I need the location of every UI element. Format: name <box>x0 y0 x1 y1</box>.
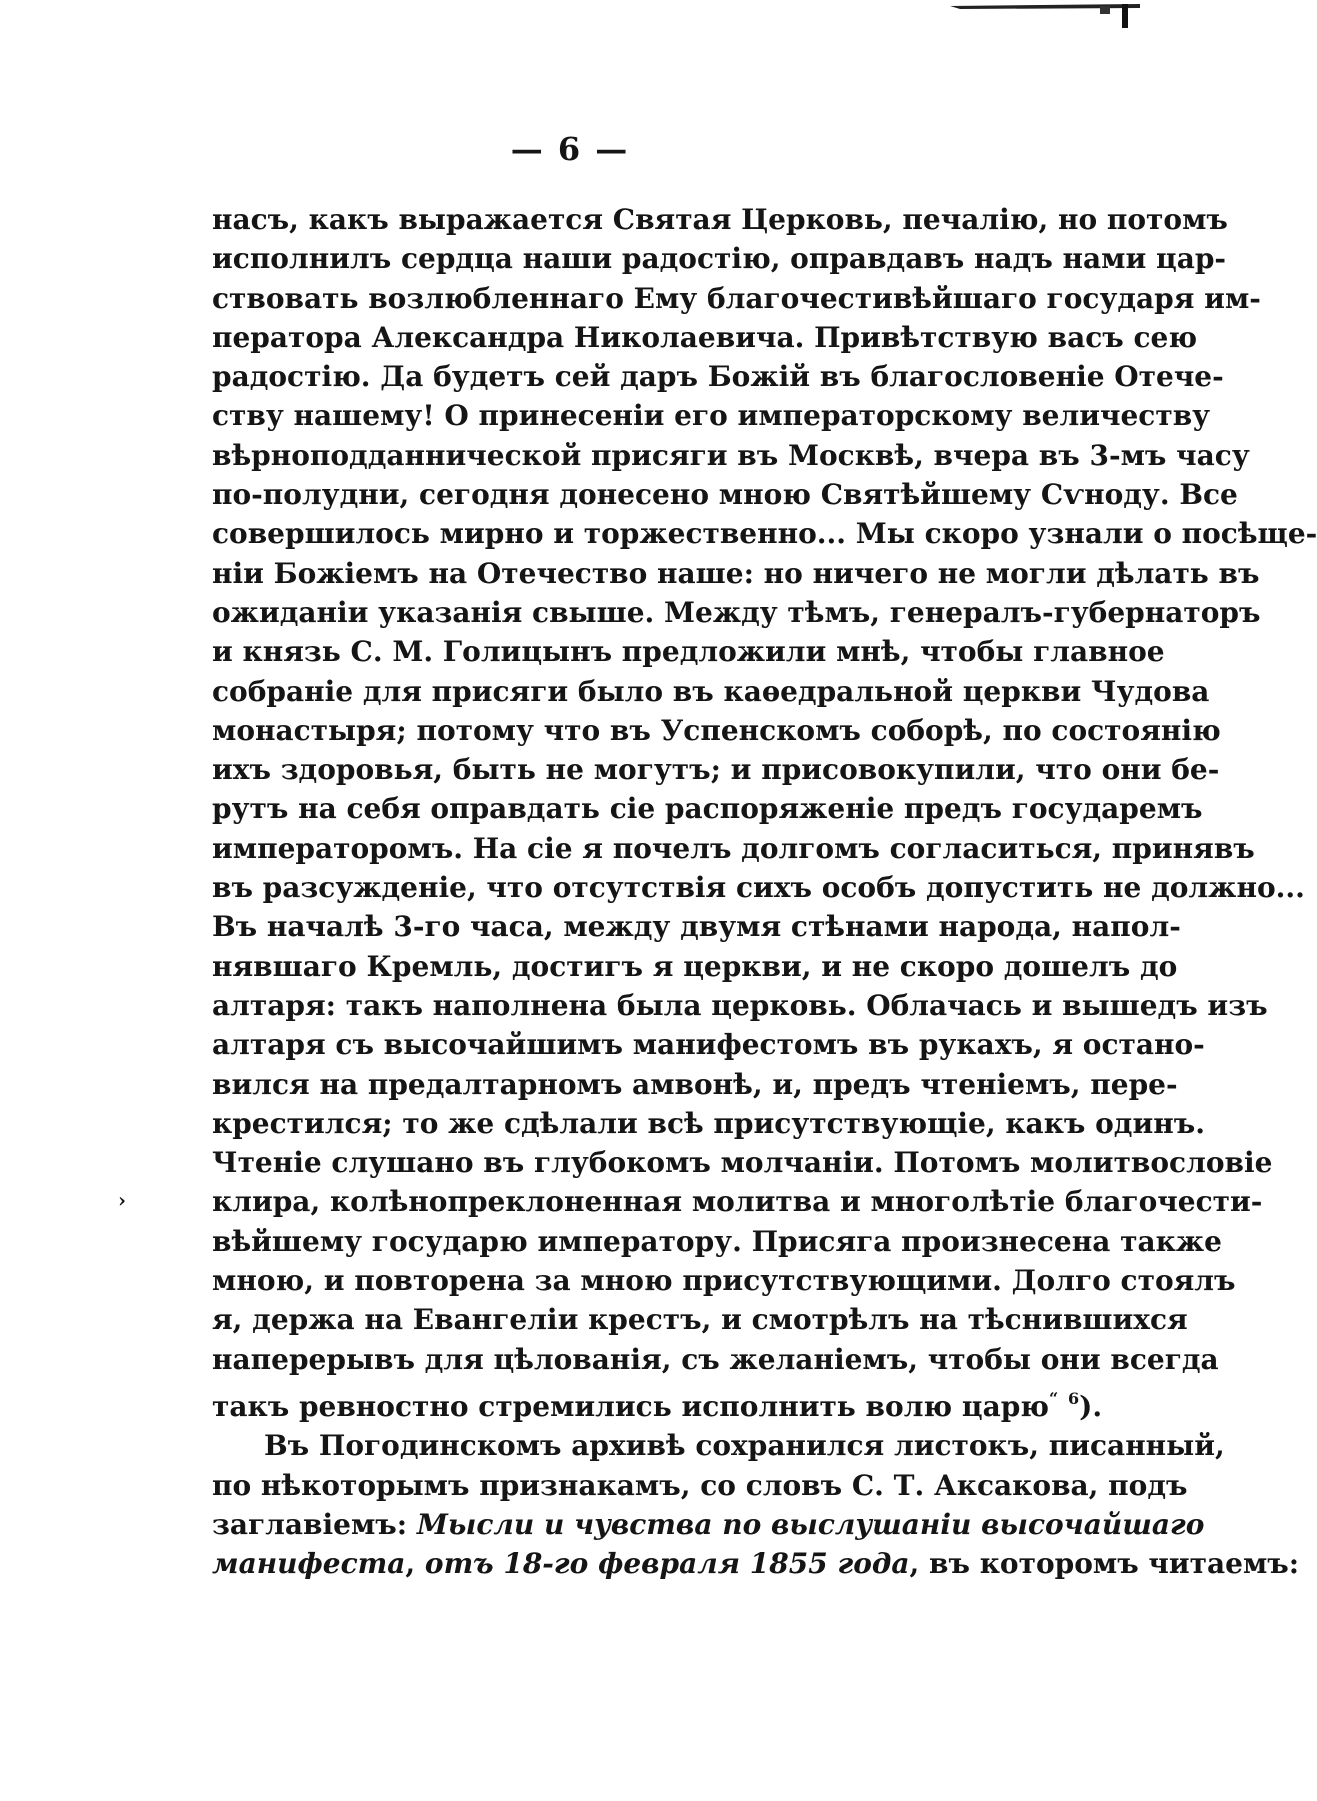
text-line: нявшаго Кремль, достигъ я церкви, и не скоро дошелъ до <box>212 949 1178 983</box>
text-line: исполнилъ сердца наши радостію, оправдавъ надъ нами цар- <box>212 242 1227 276</box>
text-line: ператора Александра Николаевича. Привѣтствую васъ сею <box>212 320 1198 354</box>
text-line-final <box>212 1379 1103 1423</box>
title-lead: заглавіемъ: <box>212 1507 408 1541</box>
text-line: рутъ на себя оправдать сіе распоряженіе предъ государемъ <box>212 792 1203 826</box>
text-line: вѣйшему государю императору. Присяга произнесена также <box>212 1224 1222 1258</box>
text-line: собраніе для присяги было въ каѳедральной церкви Чудова <box>212 674 1210 708</box>
text-line: вѣрноподданнической присяги въ Москвѣ, вчера въ 3-мъ часу <box>212 438 1250 472</box>
text-line: ству нашему! О принесеніи его императорскому величеству <box>212 399 1211 433</box>
text-line: императоромъ. На сіе я почелъ долгомъ согласиться, принявъ <box>212 831 1255 865</box>
final-line-text: такъ ревностно стремились исполнить волю царю <box>212 1389 1050 1423</box>
text-line: Въ началѣ 3-го часа, между двумя стѣнами народа, напол- <box>212 910 1181 944</box>
footnote-marker: 6 <box>1067 1388 1080 1408</box>
text-line: ихъ здоровья, быть не могутъ; и присовокупили, что они бе- <box>212 753 1220 787</box>
closing-quote: “ <box>1049 1388 1059 1408</box>
text-line: ствовать возлюбленнаго Ему благочестивѣйшаго государя им- <box>212 281 1261 315</box>
text-line: по нѣкоторымъ признакамъ, со словъ С. Т. Аксакова, подъ <box>212 1468 1188 1502</box>
text-line: Чтеніе слушано въ глубокомъ молчаніи. Потомъ молитвословіе <box>212 1146 1273 1180</box>
margin-mark: › <box>118 1188 126 1212</box>
text-line <box>212 1505 1205 1544</box>
text-line: алтаря съ высочайшимъ манифестомъ въ рукахъ, я остано- <box>212 1028 1205 1062</box>
page-number: — 6 — <box>510 130 630 168</box>
text-line: я, держа на Евангеліи крестъ, и смотрѣлъ на тѣснившихся <box>212 1303 1188 1337</box>
text-line: вился на предалтарномъ амвонѣ, и, предъ чтеніемъ, пере- <box>212 1067 1178 1101</box>
scan-edge-mark <box>840 0 1140 30</box>
paragraph-1 <box>212 200 1317 1423</box>
italic-date: отъ 18-го февраля 1855 года <box>424 1547 910 1581</box>
italic-title-part-1: Мысли и чувства по выслушаніи высочайшаго <box>416 1507 1205 1541</box>
text-line: Въ Погодинскомъ архивѣ сохранился листокъ, писанный, <box>264 1429 1225 1463</box>
text-line: ожиданіи указанія свыше. Между тѣмъ, генералъ-губернаторъ <box>212 595 1261 629</box>
text-line: совершилось мирно и торжественно... Мы скоро узнали о посѣще- <box>212 517 1317 551</box>
text-line: радостію. Да будетъ сей даръ Божій въ благословеніе Отече- <box>212 360 1224 394</box>
text-line: ніи Божіемъ на Отечество наше: но ничего не могли дѣлать въ <box>212 556 1260 590</box>
text-line: насъ, какъ выражается Святая Церковь, печалію, но потомъ <box>212 203 1228 236</box>
text-line: наперерывъ для цѣлованія, съ желаніемъ, чтобы они всегда <box>212 1342 1219 1376</box>
text-line: монастыря; потому что въ Успенскомъ соборѣ, по состоянію <box>212 713 1221 747</box>
line-end: , въ которомъ читаемъ: <box>909 1547 1300 1581</box>
text-line: крестился; то же сдѣлали всѣ присутствующіе, какъ одинъ. <box>212 1106 1205 1140</box>
text-line: мною, и повторена за мною присутствующими. Долго стоялъ <box>212 1264 1236 1298</box>
body-text <box>212 200 1317 1583</box>
text-line: въ разсужденіе, что отсутствія сихъ особъ допустить не должно... <box>212 871 1305 905</box>
text-line: клира, колѣнопреклоненная молитва и многолѣтіе благочести- <box>212 1185 1263 1219</box>
paragraph-2 <box>212 1426 1300 1583</box>
comma: , <box>405 1547 416 1581</box>
final-line-end: ). <box>1079 1389 1103 1423</box>
text-line: алтаря: такъ наполнена была церковь. Облачась и вышедъ изъ <box>212 988 1268 1022</box>
text-line <box>212 1544 1300 1583</box>
text-line: и князь С. М. Голицынъ предложили мнѣ, чтобы главное <box>212 635 1165 669</box>
text-line: по-полудни, сегодня донесено мною Святѣйшему Сѵноду. Все <box>212 478 1238 512</box>
italic-title-part-2: манифеста <box>212 1547 406 1581</box>
